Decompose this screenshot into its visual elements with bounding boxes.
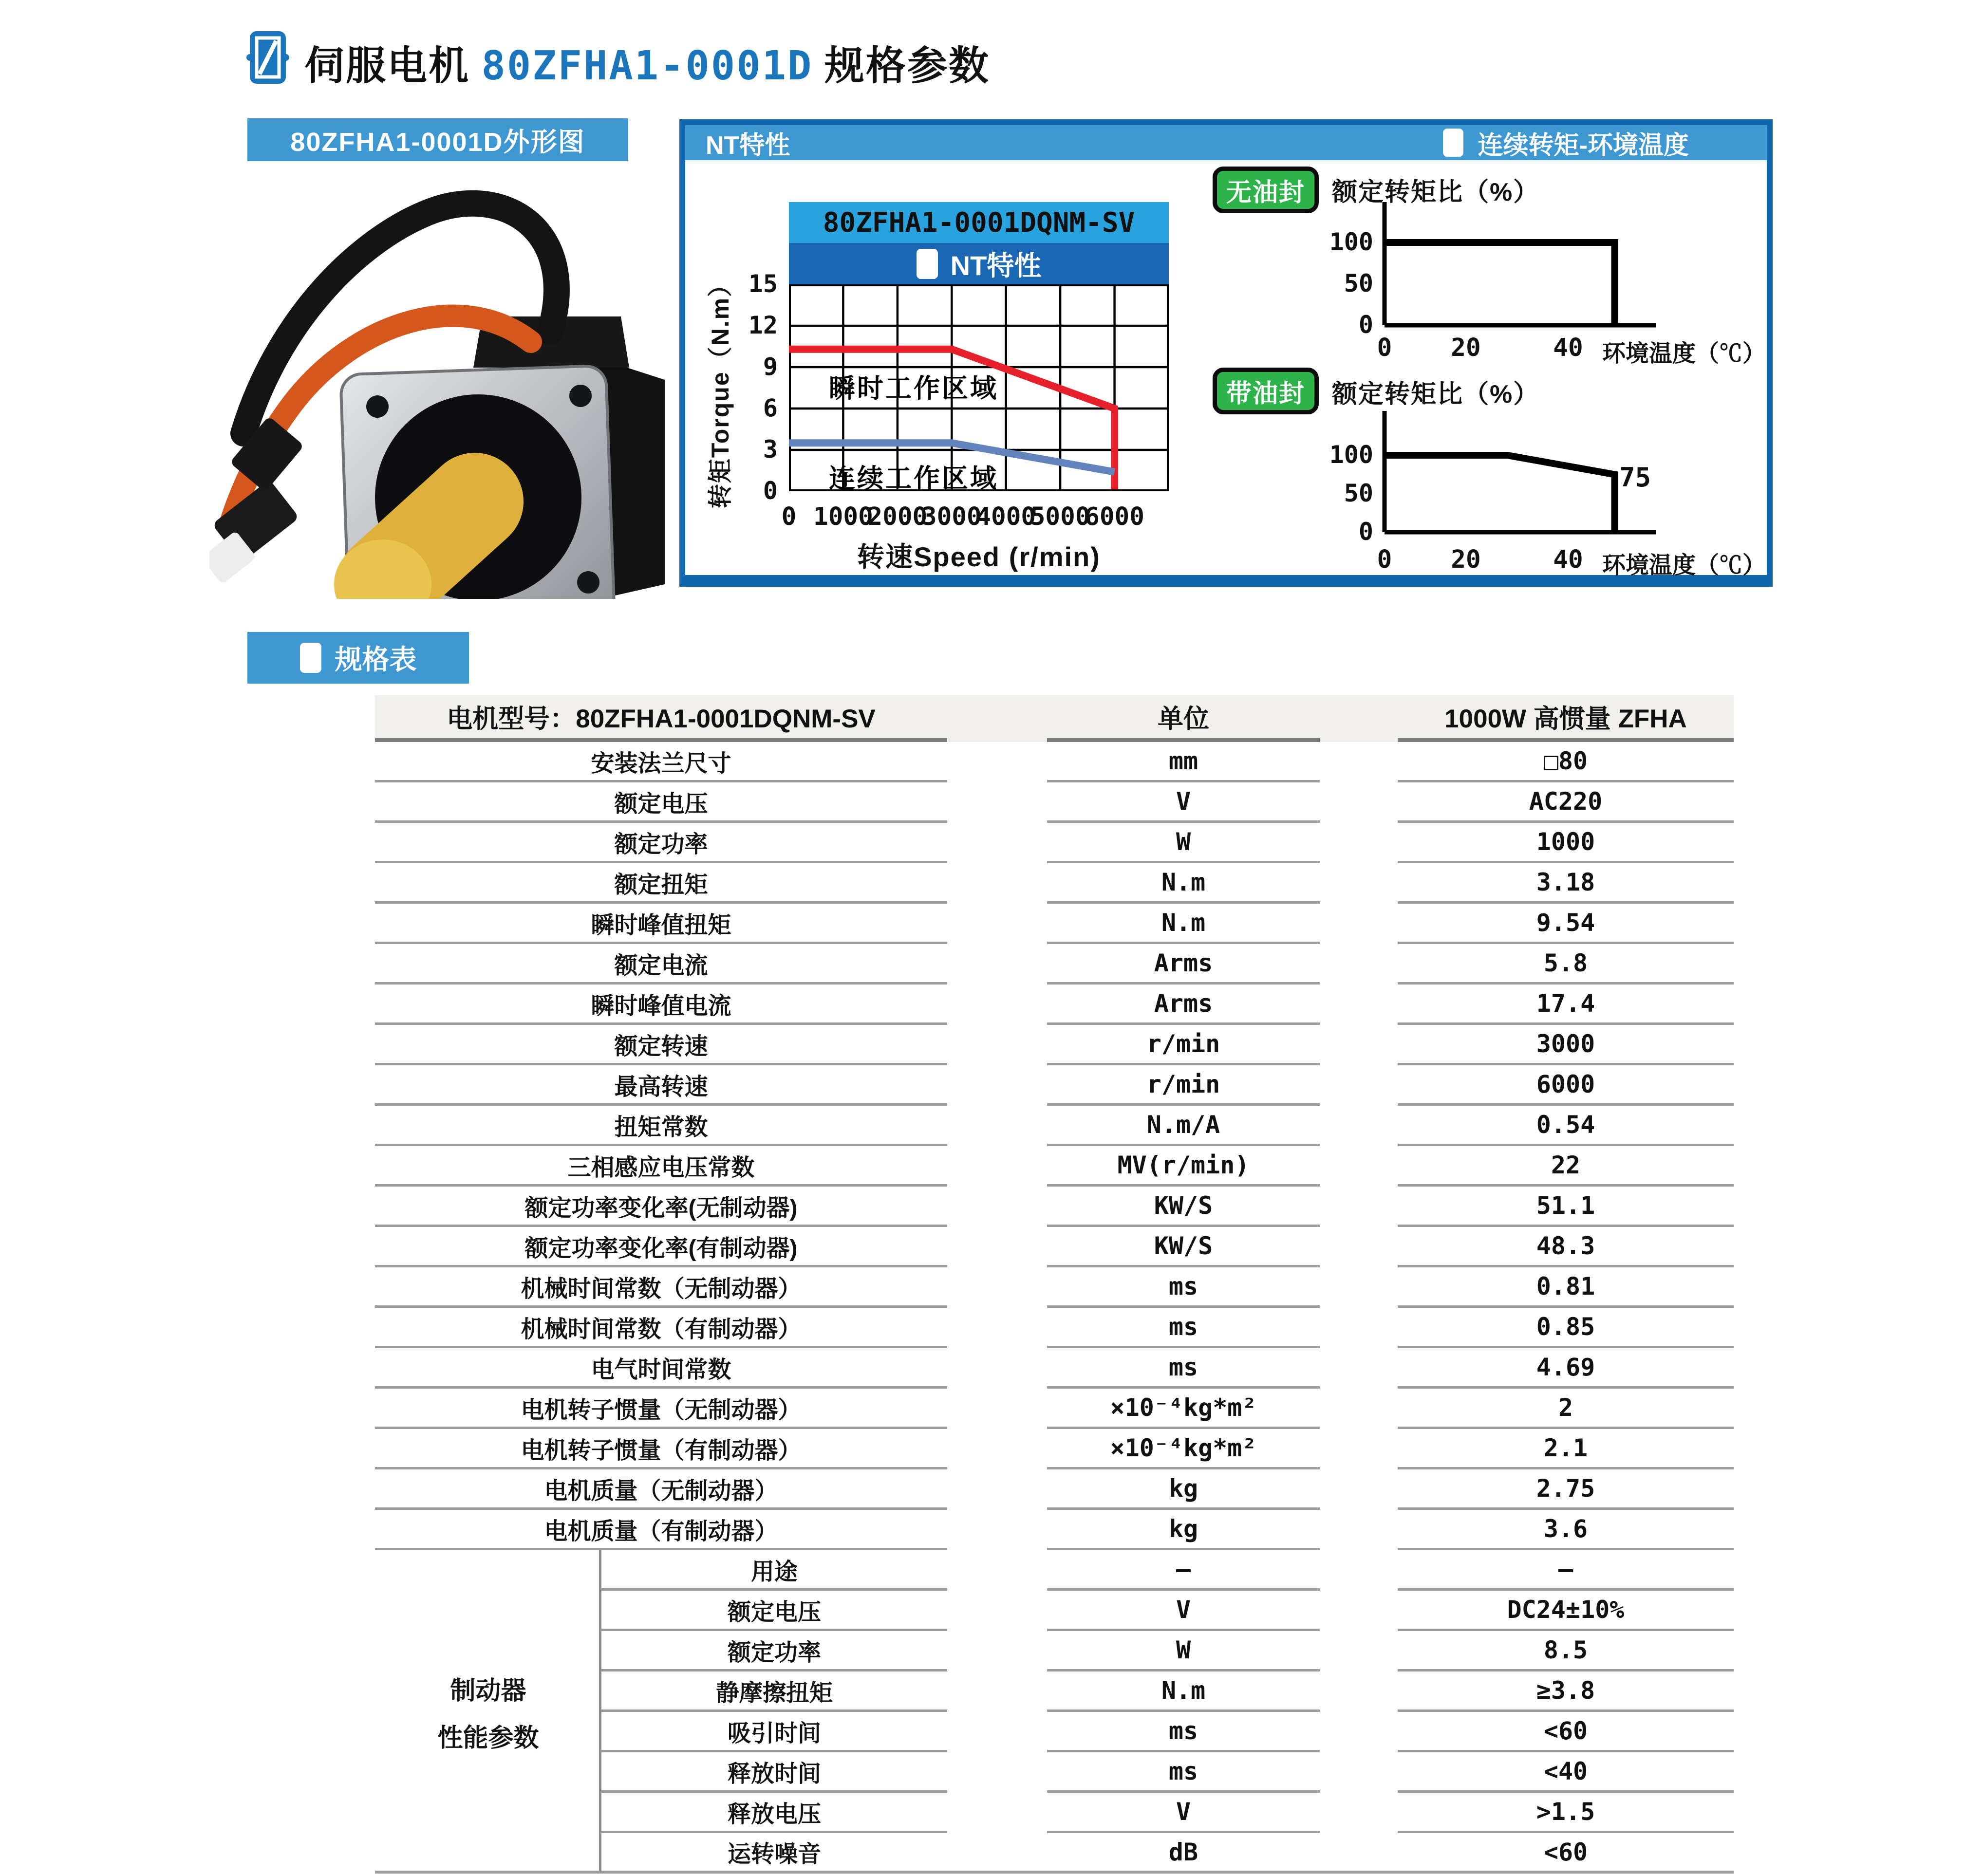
header-series-cell: 1000W 高惯量 ZFHA bbox=[1398, 695, 1734, 742]
table-row bbox=[375, 944, 1734, 984]
param-name-cell: 机械时间常数（无制动器） bbox=[375, 1267, 947, 1308]
tc2-y-axis-ticks bbox=[1310, 404, 1373, 545]
column-gap bbox=[1320, 1793, 1398, 1833]
column-gap bbox=[947, 1631, 1047, 1672]
column-gap bbox=[947, 1187, 1047, 1227]
axis-tick-label: 6 bbox=[763, 394, 778, 422]
param-name-cell: 额定功率 bbox=[375, 823, 947, 863]
column-gap bbox=[947, 1550, 1047, 1591]
value-cell: 3.18 bbox=[1398, 863, 1734, 904]
column-gap bbox=[1320, 695, 1398, 742]
table-row bbox=[375, 1429, 1734, 1469]
column-gap bbox=[947, 1672, 1047, 1712]
value-cell: 0.85 bbox=[1398, 1308, 1734, 1348]
white-square-icon bbox=[300, 643, 321, 673]
brake-group-label bbox=[375, 1550, 601, 1874]
instant-region-label: 瞬时工作区域 bbox=[829, 374, 998, 403]
value-cell: 1000 bbox=[1398, 823, 1734, 863]
tc2-plot bbox=[1364, 404, 1734, 545]
value-cell: 17.4 bbox=[1398, 984, 1734, 1025]
tc1-y-axis-label: 额定转矩比（%） bbox=[1332, 178, 1540, 206]
param-name-cell: 吸引时间 bbox=[601, 1712, 947, 1752]
value-cell: <40 bbox=[1398, 1752, 1734, 1793]
table-header-row bbox=[375, 695, 1734, 742]
column-gap bbox=[1320, 1267, 1398, 1308]
unit-cell: kg bbox=[1047, 1510, 1320, 1550]
table-row bbox=[375, 1106, 1734, 1146]
value-cell: 8.5 bbox=[1398, 1631, 1734, 1672]
column-gap bbox=[1320, 1752, 1398, 1793]
table-row bbox=[375, 1348, 1734, 1389]
page-title bbox=[304, 34, 990, 91]
unit-cell: ms bbox=[1047, 1308, 1320, 1348]
column-gap bbox=[1320, 1348, 1398, 1389]
column-gap bbox=[947, 1793, 1047, 1833]
column-gap bbox=[1320, 1146, 1398, 1187]
unit-cell: r/min bbox=[1047, 1065, 1320, 1106]
spec-table-section-text: 规格表 bbox=[335, 644, 417, 675]
value-cell: 9.54 bbox=[1398, 904, 1734, 944]
axis-tick-label: 3 bbox=[763, 435, 778, 464]
table-row bbox=[375, 984, 1734, 1025]
unit-cell: ms bbox=[1047, 1267, 1320, 1308]
column-gap bbox=[947, 1227, 1047, 1267]
column-gap bbox=[947, 1308, 1047, 1348]
column-gap bbox=[947, 984, 1047, 1025]
param-name-cell: 机械时间常数（有制动器） bbox=[375, 1308, 947, 1348]
nt-y-axis-label: 转矩Torque（N.m） bbox=[707, 271, 734, 509]
param-name-cell: 电机质量（有制动器） bbox=[375, 1510, 947, 1550]
unit-cell: V bbox=[1047, 1591, 1320, 1631]
table-row bbox=[375, 1469, 1734, 1510]
column-gap bbox=[1320, 1591, 1398, 1631]
with-oil-seal-badge: 带油封 bbox=[1213, 368, 1319, 414]
value-cell: <60 bbox=[1398, 1833, 1734, 1874]
value-cell: 48.3 bbox=[1398, 1227, 1734, 1267]
param-name-cell: 扭矩常数 bbox=[375, 1106, 947, 1146]
column-gap bbox=[947, 1106, 1047, 1146]
param-name-cell: 额定电流 bbox=[375, 944, 947, 984]
axis-tick-label: 50 bbox=[1344, 269, 1373, 297]
column-gap bbox=[1320, 1712, 1398, 1752]
table-row bbox=[375, 863, 1734, 904]
column-gap bbox=[947, 1267, 1047, 1308]
column-gap bbox=[947, 1065, 1047, 1106]
flange-screw bbox=[366, 395, 389, 418]
nt-x-axis-ticks bbox=[781, 502, 1169, 532]
axis-tick-label: 50 bbox=[1344, 479, 1373, 507]
value-cell: — bbox=[1398, 1550, 1734, 1591]
table-row bbox=[375, 1146, 1734, 1187]
tc2-annotation-75: 75 bbox=[1619, 462, 1651, 493]
servo-motor-photo bbox=[209, 161, 677, 599]
axis-tick-label: 0 bbox=[1377, 545, 1392, 574]
temp-header-label: 连续转矩-环境温度 bbox=[1478, 131, 1689, 160]
unit-cell: KW/S bbox=[1047, 1227, 1320, 1267]
value-cell: 22 bbox=[1398, 1146, 1734, 1187]
axis-tick-label: 4000 bbox=[976, 502, 1036, 531]
column-gap bbox=[1320, 1550, 1398, 1591]
value-cell: AC220 bbox=[1398, 782, 1734, 823]
column-gap bbox=[1320, 984, 1398, 1025]
column-gap bbox=[947, 1752, 1047, 1793]
unit-cell: N.m/A bbox=[1047, 1106, 1320, 1146]
param-name-cell: 最高转速 bbox=[375, 1065, 947, 1106]
axis-tick-label: 40 bbox=[1553, 545, 1583, 574]
param-name-cell: 电机转子惯量（无制动器） bbox=[375, 1389, 947, 1429]
param-name-cell: 额定电压 bbox=[375, 782, 947, 823]
axis-tick-label: 0 bbox=[1377, 334, 1392, 362]
unit-cell: Arms bbox=[1047, 984, 1320, 1025]
column-gap bbox=[1320, 863, 1398, 904]
unit-cell: N.m bbox=[1047, 863, 1320, 904]
column-gap bbox=[1320, 1469, 1398, 1510]
value-cell: 51.1 bbox=[1398, 1187, 1734, 1227]
column-gap bbox=[947, 742, 1047, 782]
outline-drawing-label: 80ZFHA1-0001D外形图 bbox=[247, 118, 628, 161]
column-gap bbox=[1320, 944, 1398, 984]
table-row bbox=[375, 904, 1734, 944]
white-square-icon bbox=[1443, 129, 1463, 157]
value-cell: 3000 bbox=[1398, 1025, 1734, 1065]
axis-tick-label: 9 bbox=[763, 353, 778, 381]
axis-tick-label: 6000 bbox=[1085, 502, 1144, 531]
column-gap bbox=[947, 1833, 1047, 1874]
column-gap bbox=[1320, 1308, 1398, 1348]
table-row bbox=[375, 1025, 1734, 1065]
column-gap bbox=[947, 863, 1047, 904]
unit-cell: ms bbox=[1047, 1348, 1320, 1389]
nt-x-axis-label: 转速Speed (r/min) bbox=[857, 541, 1101, 572]
value-cell: 6000 bbox=[1398, 1065, 1734, 1106]
param-name-cell: 用途 bbox=[601, 1550, 947, 1591]
param-name-cell: 额定扭矩 bbox=[375, 863, 947, 904]
unit-cell: W bbox=[1047, 1631, 1320, 1672]
param-name-cell: 电机转子惯量（有制动器） bbox=[375, 1429, 947, 1469]
brake-group-label-line2: 性能参数 bbox=[437, 1724, 539, 1752]
unit-cell: N.m bbox=[1047, 1672, 1320, 1712]
param-name-cell: 额定转速 bbox=[375, 1025, 947, 1065]
tc1-plot bbox=[1364, 195, 1734, 336]
unit-cell: kg bbox=[1047, 1469, 1320, 1510]
param-name-cell: 瞬时峰值电流 bbox=[375, 984, 947, 1025]
param-name-cell: 释放电压 bbox=[601, 1793, 947, 1833]
axis-tick-label: 15 bbox=[748, 270, 778, 298]
unit-cell: ms bbox=[1047, 1752, 1320, 1793]
page-title-suffix: 规格参数 bbox=[824, 44, 990, 88]
column-gap bbox=[947, 1591, 1047, 1631]
value-cell: 0.54 bbox=[1398, 1106, 1734, 1146]
unit-cell: N.m bbox=[1047, 904, 1320, 944]
axis-tick-label: 40 bbox=[1553, 334, 1583, 362]
table-row bbox=[375, 1187, 1734, 1227]
param-name-cell: 释放时间 bbox=[601, 1752, 947, 1793]
axis-tick-label: 100 bbox=[1329, 228, 1373, 256]
header-unit-cell: 单位 bbox=[1047, 695, 1320, 742]
value-cell: □80 bbox=[1398, 742, 1734, 782]
continuous-region-label: 连续工作区域 bbox=[829, 464, 998, 493]
tc1-y-axis-ticks bbox=[1310, 195, 1373, 339]
axis-tick-label: 100 bbox=[1329, 441, 1373, 469]
table-row bbox=[375, 1267, 1734, 1308]
column-gap bbox=[947, 782, 1047, 823]
value-cell: ≥3.8 bbox=[1398, 1672, 1734, 1712]
unit-cell: — bbox=[1047, 1550, 1320, 1591]
table-row bbox=[375, 742, 1734, 782]
value-cell: 2 bbox=[1398, 1389, 1734, 1429]
page-title-prefix: 伺服电机 bbox=[304, 44, 470, 88]
value-cell: DC24±10% bbox=[1398, 1591, 1734, 1631]
value-cell: 2.75 bbox=[1398, 1469, 1734, 1510]
value-cell: 5.8 bbox=[1398, 944, 1734, 984]
param-name-cell: 电气时间常数 bbox=[375, 1348, 947, 1389]
axis-tick-label: 0 bbox=[763, 477, 778, 505]
param-name-cell: 额定电压 bbox=[601, 1591, 947, 1631]
axis-tick-label: 0 bbox=[1358, 518, 1373, 546]
tc2-y-axis-label: 额定转矩比（%） bbox=[1332, 380, 1540, 409]
table-row bbox=[375, 823, 1734, 863]
column-gap bbox=[1320, 1429, 1398, 1469]
nt-chart-subtitle-bar bbox=[789, 243, 1169, 284]
header-model-cell: 电机型号：80ZFHA1-0001DQNM-SV bbox=[375, 695, 947, 742]
axis-tick-label: 0 bbox=[1358, 311, 1373, 339]
param-name-cell: 额定功率变化率(无制动器) bbox=[375, 1187, 947, 1227]
column-gap bbox=[1320, 782, 1398, 823]
spec-table-section-label bbox=[247, 632, 469, 684]
unit-cell: r/min bbox=[1047, 1025, 1320, 1065]
column-gap bbox=[1320, 904, 1398, 944]
value-cell: >1.5 bbox=[1398, 1793, 1734, 1833]
column-gap bbox=[947, 1429, 1047, 1469]
nt-chart-model-title: 80ZFHA1-0001DQNM-SV bbox=[789, 202, 1169, 243]
column-gap bbox=[1320, 1187, 1398, 1227]
panel-header bbox=[685, 125, 1767, 160]
column-gap bbox=[1320, 742, 1398, 782]
no-oil-seal-badge: 无油封 bbox=[1213, 167, 1319, 213]
table-row bbox=[375, 1308, 1734, 1348]
brake-group-label-line1: 制动器 bbox=[450, 1677, 526, 1705]
table-row bbox=[375, 1227, 1734, 1267]
column-gap bbox=[947, 1389, 1047, 1429]
axis-tick-label: 2000 bbox=[867, 502, 928, 531]
flange-screw bbox=[569, 385, 592, 407]
column-gap bbox=[1320, 1227, 1398, 1267]
white-square-icon bbox=[917, 249, 938, 279]
column-gap bbox=[947, 904, 1047, 944]
nt-chart-subtitle: NT特性 bbox=[950, 250, 1042, 281]
column-gap bbox=[947, 823, 1047, 863]
param-name-cell: 静摩擦扭矩 bbox=[601, 1672, 947, 1712]
unit-cell: dB bbox=[1047, 1833, 1320, 1874]
unit-cell: V bbox=[1047, 782, 1320, 823]
column-gap bbox=[1320, 1025, 1398, 1065]
table-row bbox=[375, 782, 1734, 823]
param-name-cell: 安装法兰尺寸 bbox=[375, 742, 947, 782]
column-gap bbox=[947, 1025, 1047, 1065]
column-gap bbox=[947, 695, 1047, 742]
axis-tick-label: 0 bbox=[781, 502, 797, 531]
column-gap bbox=[947, 1712, 1047, 1752]
param-name-cell: 瞬时峰值扭矩 bbox=[375, 904, 947, 944]
column-gap bbox=[947, 1469, 1047, 1510]
column-gap bbox=[947, 1348, 1047, 1389]
param-name-cell: 额定功率 bbox=[601, 1631, 947, 1672]
value-cell: 4.69 bbox=[1398, 1348, 1734, 1389]
column-gap bbox=[1320, 1833, 1398, 1874]
param-name-cell: 额定功率变化率(有制动器) bbox=[375, 1227, 947, 1267]
axis-tick-label: 20 bbox=[1451, 545, 1481, 574]
table-row bbox=[375, 1389, 1734, 1429]
param-name-cell: 三相感应电压常数 bbox=[375, 1146, 947, 1187]
column-gap bbox=[1320, 1106, 1398, 1146]
axis-tick-label: 1000 bbox=[813, 502, 873, 531]
value-cell: <60 bbox=[1398, 1712, 1734, 1752]
column-gap bbox=[1320, 823, 1398, 863]
value-cell: 3.6 bbox=[1398, 1510, 1734, 1550]
column-gap bbox=[1320, 1510, 1398, 1550]
unit-cell: MV(r/min) bbox=[1047, 1146, 1320, 1187]
column-gap bbox=[1320, 1065, 1398, 1106]
value-cell: 0.81 bbox=[1398, 1267, 1734, 1308]
column-gap bbox=[1320, 1631, 1398, 1672]
column-gap bbox=[947, 1146, 1047, 1187]
unit-cell: ms bbox=[1047, 1712, 1320, 1752]
temp-header-group bbox=[1443, 125, 1689, 161]
tc1-x-axis-label: 环境温度（℃） bbox=[1602, 341, 1766, 367]
document-section-icon bbox=[246, 30, 290, 85]
nt-header-label: NT特性 bbox=[706, 131, 790, 160]
unit-cell: W bbox=[1047, 823, 1320, 863]
column-gap bbox=[947, 944, 1047, 984]
axis-tick-label: 12 bbox=[748, 311, 778, 339]
column-gap bbox=[1320, 1389, 1398, 1429]
page-title-model: 80ZFHA1-0001D bbox=[481, 43, 813, 89]
axis-tick-label: 3000 bbox=[921, 502, 982, 531]
unit-cell: KW/S bbox=[1047, 1187, 1320, 1227]
table-row bbox=[375, 1510, 1734, 1550]
param-name-cell: 运转噪音 bbox=[601, 1833, 947, 1874]
characteristics-panel bbox=[679, 119, 1773, 587]
column-gap bbox=[947, 1510, 1047, 1550]
flange-screw bbox=[577, 571, 599, 594]
tc2-x-axis-label: 环境温度（℃） bbox=[1602, 553, 1766, 578]
column-gap bbox=[1320, 1672, 1398, 1712]
spec-table bbox=[375, 695, 1734, 1874]
axis-tick-label: 20 bbox=[1451, 334, 1481, 362]
unit-cell: mm bbox=[1047, 742, 1320, 782]
unit-cell: ×10⁻⁴kg*m² bbox=[1047, 1389, 1320, 1429]
unit-cell: Arms bbox=[1047, 944, 1320, 984]
table-row bbox=[375, 1065, 1734, 1106]
value-cell: 2.1 bbox=[1398, 1429, 1734, 1469]
param-name-cell: 电机质量（无制动器） bbox=[375, 1469, 947, 1510]
unit-cell: ×10⁻⁴kg*m² bbox=[1047, 1429, 1320, 1469]
axis-tick-label: 5000 bbox=[1030, 502, 1090, 531]
unit-cell: V bbox=[1047, 1793, 1320, 1833]
